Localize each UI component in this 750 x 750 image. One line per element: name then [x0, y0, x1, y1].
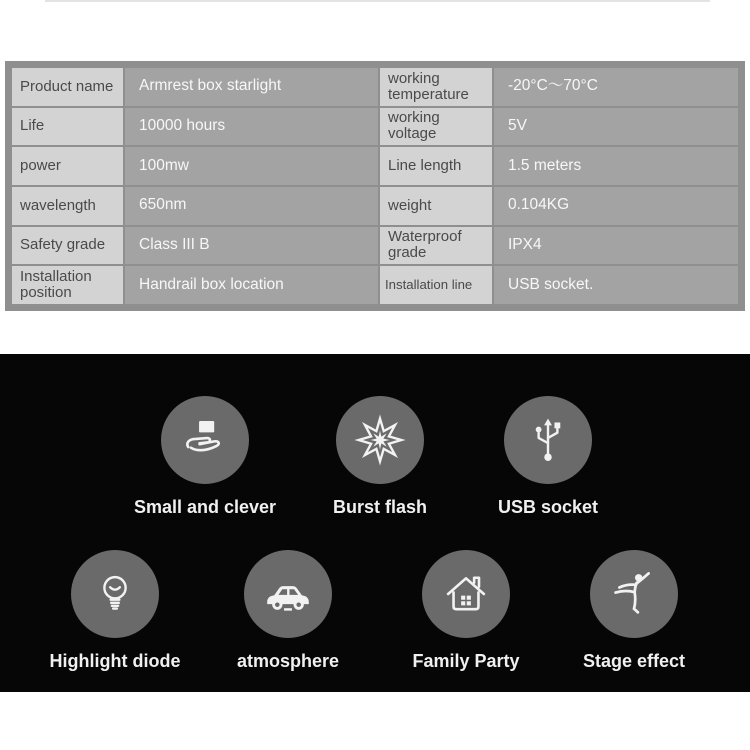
- spec-label-installation-position: Installation position: [12, 266, 123, 304]
- feature-label: Highlight diode: [49, 651, 181, 671]
- spec-label-working-voltage: working voltage: [380, 108, 492, 146]
- feature-item-stage-effect: [539, 550, 729, 672]
- bulb-icon: [90, 569, 140, 619]
- spec-value-safety-grade: Class III B: [125, 227, 378, 265]
- spec-label-working-temperature: working temperature: [380, 68, 492, 106]
- spec-value-power: 100mw: [125, 147, 378, 185]
- spec-label-weight: weight: [380, 187, 492, 225]
- usb-icon: [523, 415, 573, 465]
- feature-label: Small and clever: [133, 497, 277, 517]
- feature-item-highlight-diode: [20, 550, 210, 672]
- burst-flash-icon: [353, 413, 407, 467]
- spec-label-life: Life: [12, 108, 123, 146]
- spec-label-wavelength: wavelength: [12, 187, 123, 225]
- feature-label: USB socket: [497, 497, 599, 517]
- spec-value-wavelength: 650nm: [125, 187, 378, 225]
- top-divider: [45, 0, 710, 2]
- dancer-icon: [608, 568, 660, 620]
- spec-value-product-name: Armrest box starlight: [125, 68, 378, 106]
- feature-item-small-and-clever: [110, 396, 300, 518]
- feature-panel: [0, 354, 750, 692]
- spec-value-working-temperature: -20°C～70°C: [494, 68, 738, 106]
- spec-value-installation-position: Handrail box location: [125, 266, 378, 304]
- spec-label-safety-grade: Safety grade: [12, 227, 123, 265]
- spec-value-line-length: 1.5 meters: [494, 147, 738, 185]
- feature-label: Stage effect: [582, 651, 686, 671]
- spec-label-waterproof-grade: Waterproof grade: [380, 227, 492, 265]
- spec-table: [5, 61, 745, 311]
- feature-label: Family Party: [412, 651, 520, 671]
- hand-box-icon: [179, 414, 231, 466]
- spec-value-working-voltage: 5V: [494, 108, 738, 146]
- feature-item-burst-flash: [285, 396, 475, 518]
- feature-label: atmosphere: [236, 651, 340, 671]
- spec-value-life: 10000 hours: [125, 108, 378, 146]
- spec-value-installation-line: USB socket.: [494, 266, 738, 304]
- house-icon: [440, 568, 492, 620]
- feature-item-usb-socket: [453, 396, 643, 518]
- spec-value-waterproof-grade: IPX4: [494, 227, 738, 265]
- spec-label-power: power: [12, 147, 123, 185]
- spec-label-line-length: Line length: [380, 147, 492, 185]
- feature-item-family-party: [371, 550, 561, 672]
- feature-label: Burst flash: [332, 497, 428, 517]
- spec-value-weight: 0.104KG: [494, 187, 738, 225]
- car-icon: [261, 567, 315, 621]
- spec-label-installation-line: Installation line: [380, 266, 492, 304]
- spec-label-product-name: Product name: [12, 68, 123, 106]
- feature-item-atmosphere: [193, 550, 383, 672]
